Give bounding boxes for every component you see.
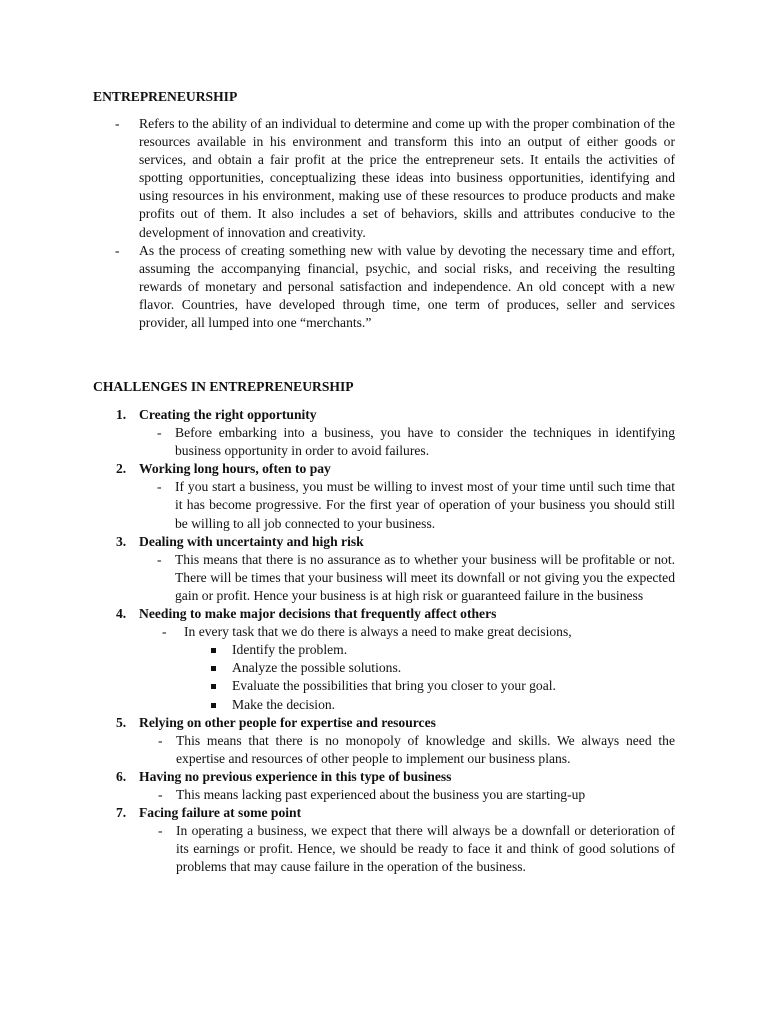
challenge-description <box>158 822 675 876</box>
square-bullet-icon <box>211 666 216 671</box>
challenge-title: Creating the right opportunity <box>139 407 317 422</box>
challenge-item <box>93 714 675 768</box>
challenge-description <box>162 623 675 641</box>
challenge-number: 6. <box>116 768 127 784</box>
challenge-title: Facing failure at some point <box>139 805 302 821</box>
challenge-item <box>93 533 675 605</box>
challenge-description <box>157 478 675 532</box>
challenge-title: Dealing with uncertainty and high risk <box>139 533 364 549</box>
challenge-title: Working long hours, often to pay <box>139 461 331 477</box>
dash-marker: - <box>115 242 120 258</box>
decision-steps-list <box>93 641 675 713</box>
challenge-item <box>93 804 675 876</box>
decision-step <box>232 696 675 714</box>
challenge-number: 2. <box>116 461 127 477</box>
challenge-number: 3. <box>116 533 127 549</box>
challenges-list <box>93 406 675 876</box>
dash-marker: - <box>158 732 163 748</box>
definition-item <box>93 115 675 242</box>
square-bullet-icon <box>211 703 216 708</box>
challenge-description <box>157 551 675 605</box>
challenge-number: 1. <box>116 407 127 422</box>
definition-text: Refers to the ability of an individual to determine and come up with the proper combination of the resources available in his environment and transform this into an output of either goods or services, and obtain a fair profit at the price the entrepreneur sets. It entails the activities of spotting opportunities, conceptualizing these ideas into business opportunities, identifying and using resources in his environment, making use of these resources to produce products and make profits out of them. It also includes a set of behaviors, skills and attributes conducive to the development of innovation and creativity. <box>139 116 675 240</box>
challenge-number: 5. <box>116 714 127 730</box>
challenge-title: Having no previous experience in this type of business <box>139 768 452 784</box>
challenge-description <box>158 732 675 768</box>
decision-step <box>232 677 675 695</box>
challenge-item <box>93 768 675 804</box>
challenge-description-text: In operating a business, we expect that there will always be a downfall or deterioration of its earnings or profit. Hence, we should be ready to face it and think of good solutions of problems that may cause failure in the operation of the business. <box>176 823 675 875</box>
decision-step <box>232 641 675 659</box>
dash-marker: - <box>157 425 162 441</box>
challenge-number: 4. <box>116 606 127 622</box>
decision-step-text: Evaluate the possibilities that bring you closer to your goal. <box>232 678 556 694</box>
challenge-description <box>157 424 675 460</box>
dash-marker: - <box>157 551 162 567</box>
dash-marker: - <box>162 624 167 640</box>
dash-marker: - <box>158 823 163 839</box>
challenge-description-text: This means that there is no assurance as to whether your business will be profitable or not. There will be times that your business will meet its downfall or not giving you the expected gain or profit. Hence your business is at high risk or guaranteed failure in the business <box>175 551 675 603</box>
challenge-description-text: If you start a business, you must be willing to invest most of your time until such time that it has become progressive. For the first year of operation of your business you should still be willing to all job connected to your business. <box>175 479 675 531</box>
decision-step <box>232 659 675 677</box>
definition-item <box>93 242 675 332</box>
definition-list <box>93 115 675 332</box>
challenge-description-text: This means that there is no monopoly of knowledge and skills. We always need the expertise and resources of other people to implement our business plans. <box>176 732 675 766</box>
dash-marker: - <box>115 116 120 131</box>
square-bullet-icon <box>211 648 216 653</box>
challenge-description <box>158 786 675 804</box>
square-bullet-icon <box>211 684 216 689</box>
challenge-description-text: Before embarking into a business, you have to consider the techniques in identifying business opportunity in order to avoid failures. <box>175 425 675 459</box>
challenge-title: Relying on other people for expertise and resources <box>139 714 436 730</box>
decision-step-text: Identify the problem. <box>232 642 348 658</box>
section-heading-entrepreneurship: ENTREPRENEURSHIP <box>93 89 238 104</box>
dash-marker: - <box>158 786 163 802</box>
section-heading-challenges: CHALLENGES IN ENTREPRENEURSHIP <box>93 379 354 394</box>
challenge-title: Needing to make major decisions that frequently affect others <box>139 606 497 622</box>
challenge-item <box>93 460 675 532</box>
dash-marker: - <box>157 479 162 495</box>
challenge-description-text: In every task that we do there is always a need to make great decisions, <box>184 624 572 640</box>
challenge-description-text: This means lacking past experienced about the business you are starting-up <box>176 786 586 802</box>
decision-step-text: Make the decision. <box>232 696 336 712</box>
challenge-item <box>93 406 675 460</box>
decision-step-text: Analyze the possible solutions. <box>232 660 402 676</box>
challenge-number: 7. <box>116 805 127 821</box>
definition-text: As the process of creating something new with value by devoting the necessary time and effort, assuming the accompanying financial, psychic, and social risks, and receiving the resulting rewards of monetary and personal satisfaction and independence. An old concept with a new flavor. Countries, have developed through time, one term of produces, seller and services provider, all lumped into one “merchants.” <box>139 242 675 331</box>
challenge-item <box>93 605 675 714</box>
